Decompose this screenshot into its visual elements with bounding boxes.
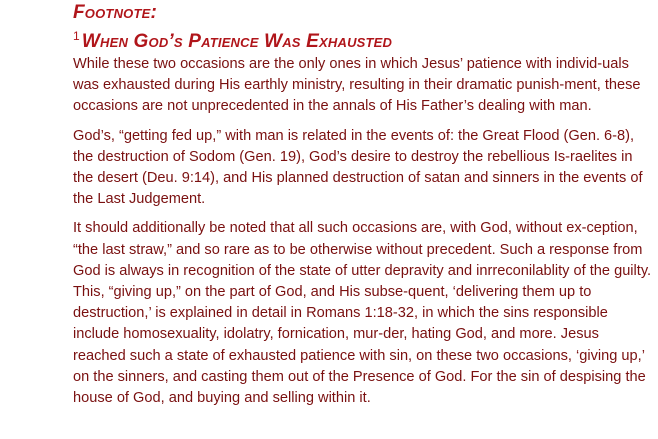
paragraph-1: While these two occasions are the only ones in which Jesus’ patience with individ-uals was exhausted during His earthly ministry, resulting in their dramatic punish-ment, these occasions are not unprecedented in the annals of His Father’s dealing with man. [73,56,641,115]
footnote-marker: 1 [73,29,80,43]
paragraph-2: God’s, “getting fed up,” with man is related in the events of: the Great Flood (Gen. 6-8), the destruction of Sodom (Gen. 19), God’s desire to destroy the rebellious Is-raelites in the desert (Deu. 9:14), and His planned destruction of satan and sinners in the events of the Last Judgement. [73,127,643,208]
paragraph-3: It should additionally be noted that all such occasions are, with God, without ex-ception, “the last straw,” and so rare as to be otherwise without precedent. Such a response from God is always in recognition of the state of utter depravity and inrreconilablity of the guilty. This, “giving up,” on the part of God, and His subse-quent, ‘delivering them up to destruction,’ is explained in detail in Romans 1:18-32, in which the sins responsible include homosexuality, idolatry, fornication, mur-der, hating God, and more. Jesus reached such a state of exhausted patience with sin, on these two occasions, ‘giving up,’ on the sinners, and casting them out of the Presence of God. For the sin of despising the house of God, and buying and selling within it. [73,220,652,407]
footnote-block [73,2,653,417]
footnote-title-text: When God’s Patience Was Exhausted [81,31,393,52]
footnote-title [73,24,653,54]
footnote-label: Footnote: [73,2,158,23]
